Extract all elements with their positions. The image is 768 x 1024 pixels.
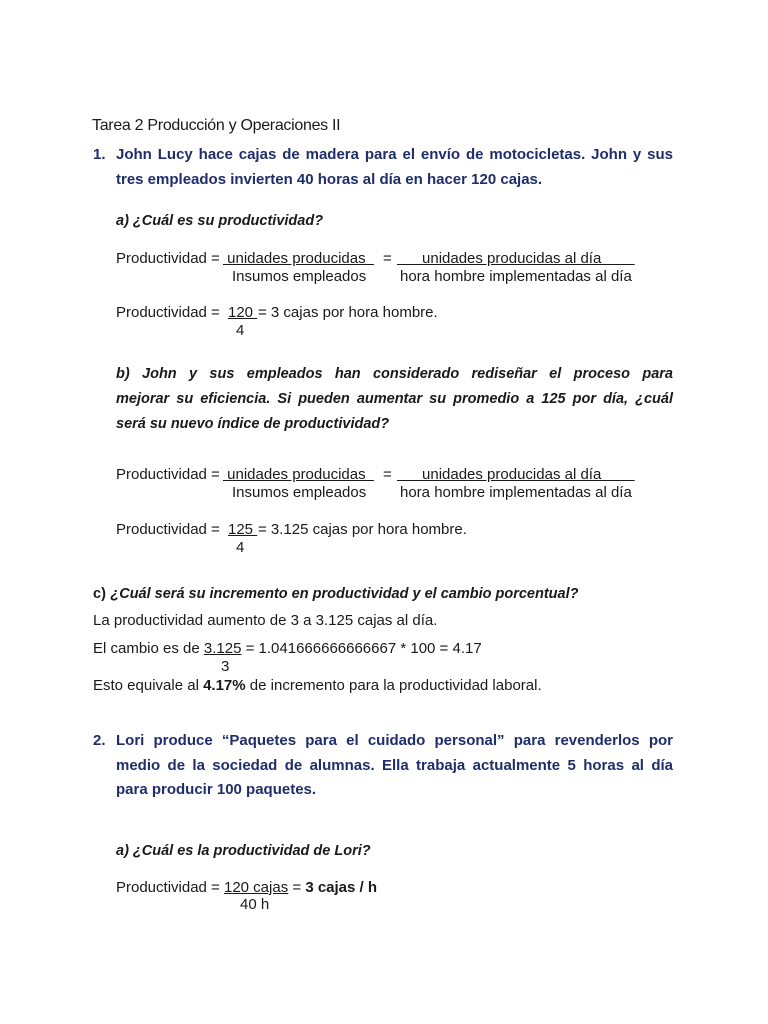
c-final-prefix: Esto equivale al [93,677,204,694]
calc-a-label: Productividad = [116,304,220,321]
question-1c-text: ¿Cuál será su incremento en productividad y el cambio porcentual? [110,586,579,602]
question-2a: a) ¿Cuál es la productividad de Lori? [116,843,371,859]
formula-2-eq: = [383,466,392,483]
question-2-number: 2. [93,732,106,749]
question-1c [93,585,579,603]
question-1b-line-2 [116,391,673,407]
formula-2-denominator-1: Insumos empleados [232,484,367,501]
c-change-denominator: 3 [221,658,230,675]
question-1b-line-3: será su nuevo índice de productividad? [116,416,390,432]
calc-b-numerator: 125 [228,521,258,538]
question-2-text-1: Lori produce “Paquetes para el cuidado personal” para revenderlos por [116,732,673,749]
question-2-line-2 [116,757,673,774]
calc-b-denominator: 4 [236,539,245,556]
c-final-line [93,677,542,694]
formula-1-numerator-1: unidades producidas [223,250,374,267]
c-change-numerator: 3.125 [203,640,242,657]
question-1b-text-1: b) John y sus empleados han considerado rediseñar el proceso para [116,366,673,382]
c-change-line [93,640,482,657]
q2-calc-result: 3 cajas / h [305,879,378,896]
calc-b-label: Productividad = [116,521,220,538]
c-final-rest: de incremento para la productividad laboral. [245,677,542,694]
question-1b-line-1 [116,366,673,382]
c-change-prefix: El cambio es de [93,640,204,657]
calc-a-denominator: 4 [236,322,245,339]
q2-calc-denominator: 40 h [240,896,270,913]
formula-1-eq: = [383,250,392,267]
calc-b-result: = 3.125 cajas por hora hombre. [258,521,467,538]
formula-1-label: Productividad = [116,250,220,267]
question-1b-text-2: mejorar su eficiencia. Si pueden aumentar su promedio a 125 por día, ¿cuál [116,391,673,407]
question-2-line-1 [116,732,673,749]
page-title: Tarea 2 Producción y Operaciones II [92,117,341,134]
question-1c-prefix: c) [93,586,106,602]
c-answer-line-1: La productividad aumento de 3 a 3.125 cajas al día. [93,612,438,629]
q2-calc-numerator: 120 cajas [223,879,289,896]
q2-calc-line [116,879,377,896]
question-1-line-1 [116,146,673,163]
calc-a-result: = 3 cajas por hora hombre. [258,304,438,321]
formula-2-label: Productividad = [116,466,220,483]
formula-1-numerator-2: unidades producidas al día [397,250,635,267]
formula-1-denominator-2: hora hombre implementadas al día [400,268,632,285]
question-1-text-1: John Lucy hace cajas de madera para el envío de motocicletas. John y sus [116,146,673,163]
question-1a: a) ¿Cuál es su productividad? [116,213,324,229]
q2-calc-eq: = [288,879,306,896]
formula-2-numerator-1: unidades producidas [223,466,374,483]
question-2-line-3: para producir 100 paquetes. [116,781,317,798]
formula-2-numerator-2: unidades producidas al día [397,466,635,483]
question-2-text-2: medio de la sociedad de alumnas. Ella trabaja actualmente 5 horas al día [116,757,673,774]
c-final-percent: 4.17% [203,677,246,694]
formula-1-denominator-1: Insumos empleados [232,268,367,285]
q2-calc-label: Productividad = [116,879,224,896]
question-1-line-2: tres empleados invierten 40 horas al día en hacer 120 cajas. [116,171,543,188]
question-1-number: 1. [93,146,106,163]
c-change-result: = 1.041666666666667 * 100 = 4.17 [241,640,482,657]
formula-2-denominator-2: hora hombre implementadas al día [400,484,632,501]
calc-a-numerator: 120 [228,304,258,321]
